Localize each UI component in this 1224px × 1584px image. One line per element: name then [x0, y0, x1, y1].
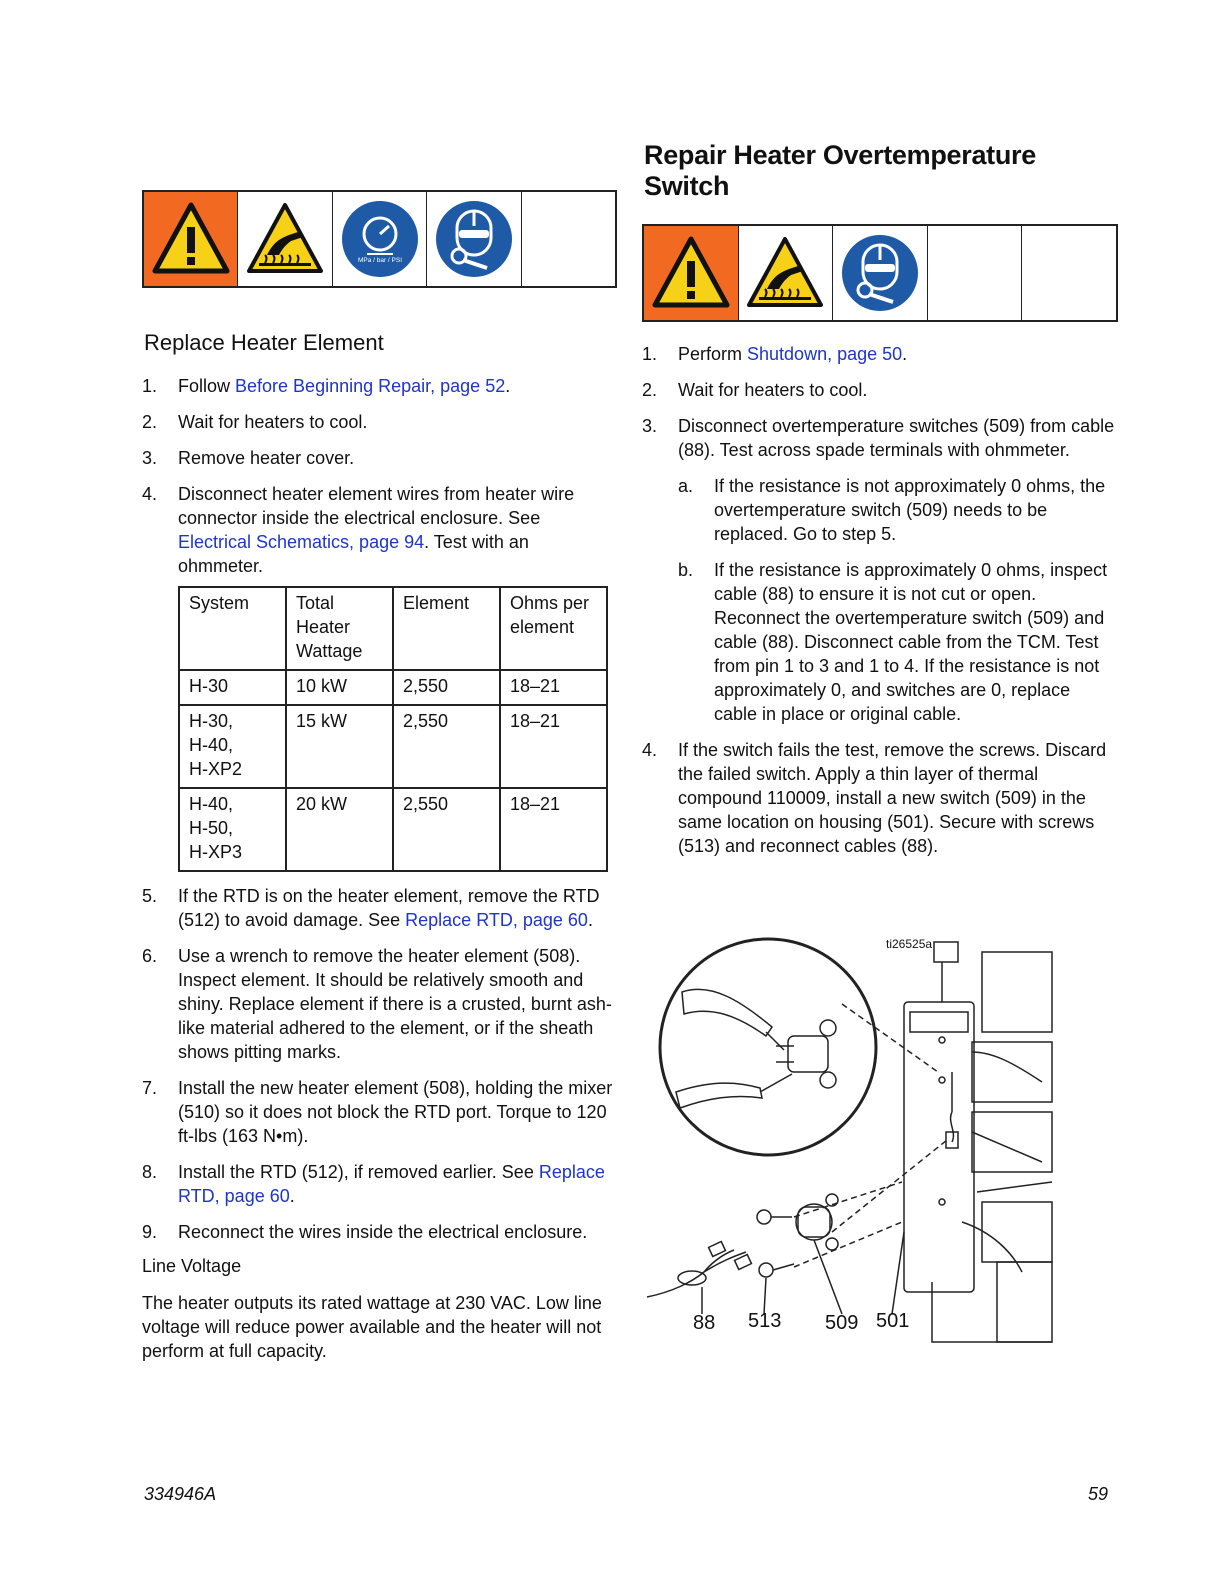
- general-warning-icon: [651, 233, 731, 313]
- table-cell: 2,550: [393, 788, 500, 871]
- table-header: Element: [393, 587, 500, 670]
- table-header-row: [179, 587, 607, 670]
- substeps: [678, 474, 1118, 726]
- overtemp-switch-figure: [642, 932, 1057, 1352]
- hot-surface-icon: [245, 199, 325, 279]
- list-item: 2. Wait for heaters to cool.: [142, 412, 368, 432]
- heater-spec-table: [178, 586, 608, 872]
- table-row: [179, 670, 607, 705]
- right-column: [642, 140, 1118, 870]
- list-item: 9. Reconnect the wires inside the electrical enclosure.: [142, 1222, 588, 1242]
- left-column: [142, 190, 617, 1363]
- list-item: b. If the resistance is approximately 0 ohms, inspect cable (88) to ensure it is not cut or open. Reconnect the overtemperature switch (509) and cable (88). Disconnect cable from the TCM. Test from pin 1 to 3 and 1 to 4. If the resistance is not approximately 0, and switches are 0, replace cable in place or original cable.: [678, 560, 1108, 724]
- list-item: 4. If the switch fails the test, remove the screws. Discard the failed switch. Apply a thin layer of thermal compound 110009, install a new switch (509) in the same location on housing (501). Secure with screws (513) and reconnect cables (88).: [642, 740, 1107, 856]
- empty-hazard-cell: [928, 226, 1023, 320]
- callout-509: 509: [825, 1312, 859, 1334]
- protective-gear-icon: [839, 232, 921, 314]
- table-row: [179, 788, 607, 871]
- electrical-schematics-link[interactable]: Electrical Schematics, page 94: [178, 532, 425, 552]
- figure-id: ti26525a: [886, 937, 933, 951]
- page-number: 59: [1088, 1484, 1109, 1504]
- list-item: 1. Perform Shutdown, page 50.: [642, 344, 908, 364]
- protective-gear-cell: [427, 192, 521, 286]
- table-cell: 18–21: [500, 788, 607, 871]
- table-cell: 18–21: [500, 705, 607, 788]
- callout-88: 88: [693, 1312, 716, 1334]
- list-item: 3. Disconnect overtemperature switches (509) from cable (88). Test across spade terminals with ohmmeter. a. If the resistance is not approximately 0 ohms, the overtemperature switch (509) needs to be replaced. Go to step 5. b. If the resistance is approximately 0 ohms, inspect cable (88) to ensure it is not cut or open. Reconnect the overtemperature switch (509) and cable (88). Disconnect cable from the TCM. Test from pin 1 to 3 and 1 to 4. If the resistance is not approximately 0, and switches are 0, replace cable in place or original cable.: [642, 414, 1118, 726]
- general-warning-icon: [151, 199, 231, 279]
- table-header: Total Heater Wattage: [286, 587, 393, 670]
- table-header: System: [179, 587, 286, 670]
- empty-hazard-cell: [1022, 226, 1116, 320]
- table-header: Ohms per element: [500, 587, 607, 670]
- list-item: 8. Install the RTD (512), if removed earlier. See Replace RTD, page 60.: [142, 1162, 605, 1206]
- table-cell: 2,550: [393, 670, 500, 705]
- hazard-symbols-row: [142, 190, 617, 288]
- list-item: 5. If the RTD is on the heater element, remove the RTD (512) to avoid damage. See Replace RTD, page 60.: [142, 886, 600, 930]
- shutdown-link[interactable]: Shutdown, page 50: [747, 344, 903, 364]
- replace-rtd-link[interactable]: Replace RTD, page 60: [405, 910, 588, 930]
- document-number: 334946A: [144, 1484, 217, 1504]
- list-item: 7. Install the new heater element (508), holding the mixer (510) so it does not block the RTD port. Torque to 120 ft-lbs (163 N•m).: [142, 1078, 613, 1146]
- replace-heater-element-heading: Replace Heater Element: [144, 330, 384, 355]
- hot-surface-cell: [238, 192, 332, 286]
- pressure-relief-icon: [339, 198, 421, 280]
- pressure-unit-label: MPa / bar / PSI: [357, 257, 402, 264]
- table-row: [179, 705, 607, 788]
- list-item: a. If the resistance is not approximately 0 ohms, the overtemperature switch (509) needs to be replaced. Go to step 5.: [678, 476, 1106, 544]
- general-warning-cell: [144, 192, 238, 286]
- table-cell: 10 kW: [286, 670, 393, 705]
- switch-assembly-illustration: [642, 932, 1057, 1352]
- overtemp-switch-steps: [642, 342, 1118, 858]
- hot-surface-icon: [745, 233, 825, 313]
- protective-gear-icon: [433, 198, 515, 280]
- line-voltage-heading: Line Voltage: [142, 1256, 242, 1276]
- table-cell: 20 kW: [286, 788, 393, 871]
- table-cell: H-30: [179, 670, 286, 705]
- table-cell: H-30, H-40, H-XP2: [179, 705, 286, 788]
- before-beginning-repair-link[interactable]: Before Beginning Repair, page 52: [235, 376, 506, 396]
- replace-heater-steps: [142, 374, 617, 1244]
- replace-rtd-link[interactable]: Replace RTD, page 60: [178, 1162, 605, 1206]
- list-item: 1. Follow Before Beginning Repair, page 52.: [142, 376, 511, 396]
- list-item: 2. Wait for heaters to cool.: [642, 380, 868, 400]
- hazard-symbols-row: [642, 224, 1118, 322]
- table-cell: 18–21: [500, 670, 607, 705]
- callout-513: 513: [748, 1310, 782, 1332]
- list-item: 4. Disconnect heater element wires from heater wire connector inside the electrical enclosure. See Electrical Schematics, page 94. Test with an ohmmeter. System Total Heater Wattage Element Ohms per element H-30 10 kW 2,550 18–21 H-30, H-40, H-XP2 15 kW 2,550 18–21 H-40, H-50, H-XP3 20 kW 2,550 18–21: [142, 482, 617, 872]
- list-item: 3. Remove heater cover.: [142, 448, 355, 468]
- hot-surface-cell: [739, 226, 834, 320]
- line-voltage-text: The heater outputs its rated wattage at 230 VAC. Low line voltage will reduce power available and the heater will not perform at full capacity.: [142, 1293, 602, 1361]
- repair-overtemp-switch-heading: Repair Heater Overtemperature Switch: [644, 140, 1036, 201]
- general-warning-cell: [644, 226, 739, 320]
- table-cell: H-40, H-50, H-XP3: [179, 788, 286, 871]
- pressure-relief-cell: [333, 192, 427, 286]
- table-cell: 2,550: [393, 705, 500, 788]
- protective-gear-cell: [833, 226, 928, 320]
- list-item: 6. Use a wrench to remove the heater element (508). Inspect element. It should be relatively smooth and shiny. Replace element if there is a crusted, burnt ash-like material adhered to the element, or if the sheath shows pitting marks.: [142, 946, 612, 1062]
- callout-501: 501: [876, 1310, 910, 1332]
- empty-hazard-cell: [522, 192, 615, 286]
- table-cell: 15 kW: [286, 705, 393, 788]
